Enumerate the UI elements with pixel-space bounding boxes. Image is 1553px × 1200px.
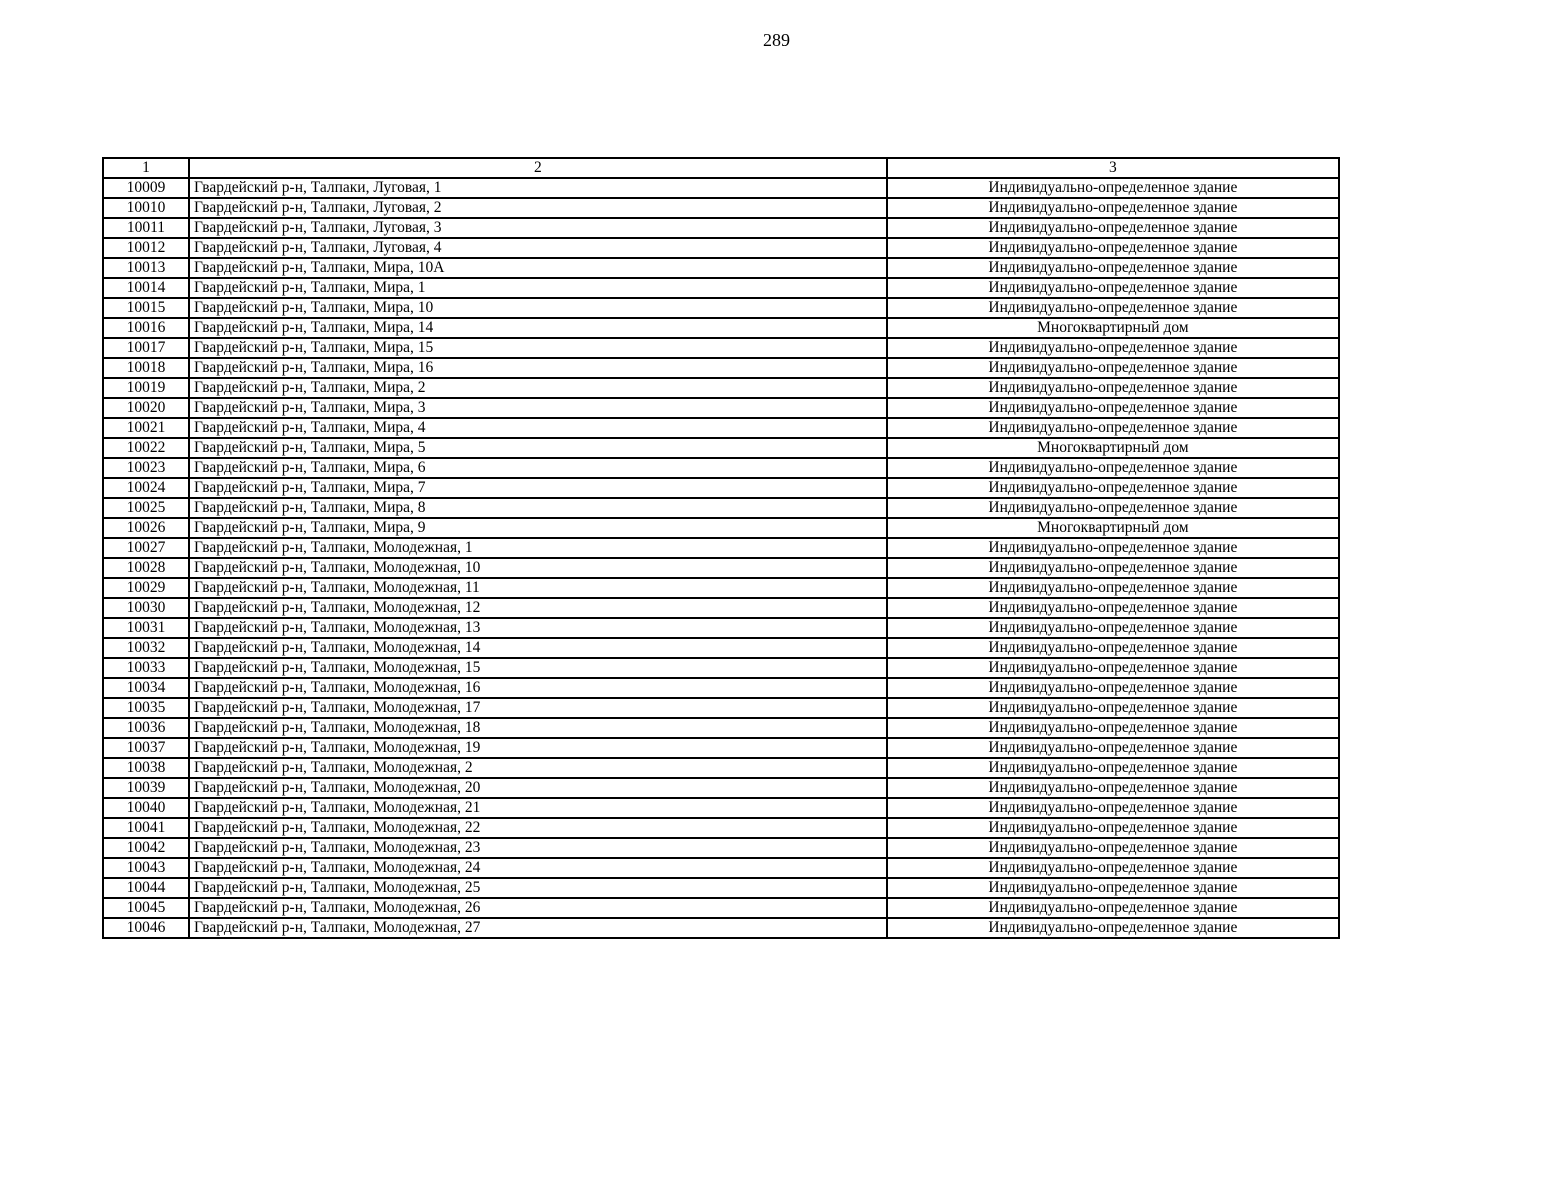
cell-object-type: Индивидуально-определенное здание [887, 338, 1339, 358]
cell-address: Гвардейский р-н, Талпаки, Молодежная, 23 [189, 838, 887, 858]
table-row [103, 698, 1339, 718]
table-row [103, 318, 1339, 338]
cell-address: Гвардейский р-н, Талпаки, Молодежная, 2 [189, 758, 887, 778]
cell-id: 10043 [103, 858, 189, 878]
cell-address: Гвардейский р-н, Талпаки, Мира, 5 [189, 438, 887, 458]
table-row [103, 298, 1339, 318]
cell-object-type: Индивидуально-определенное здание [887, 278, 1339, 298]
cell-address: Гвардейский р-н, Талпаки, Молодежная, 17 [189, 698, 887, 718]
cell-id: 10022 [103, 438, 189, 458]
cell-object-type: Многоквартирный дом [887, 518, 1339, 538]
table-row [103, 578, 1339, 598]
cell-object-type: Индивидуально-определенное здание [887, 298, 1339, 318]
cell-object-type: Индивидуально-определенное здание [887, 718, 1339, 738]
cell-id: 10026 [103, 518, 189, 538]
cell-id: 10014 [103, 278, 189, 298]
cell-object-type: Индивидуально-определенное здание [887, 238, 1339, 258]
table-row [103, 858, 1339, 878]
table-row [103, 398, 1339, 418]
table-row [103, 738, 1339, 758]
cell-object-type: Индивидуально-определенное здание [887, 178, 1339, 198]
table-row [103, 198, 1339, 218]
table-row [103, 758, 1339, 778]
cell-address: Гвардейский р-н, Талпаки, Молодежная, 10 [189, 558, 887, 578]
table-row [103, 558, 1339, 578]
cell-object-type: Индивидуально-определенное здание [887, 578, 1339, 598]
table-row [103, 178, 1339, 198]
cell-address: Гвардейский р-н, Талпаки, Молодежная, 12 [189, 598, 887, 618]
cell-address: Гвардейский р-н, Талпаки, Молодежная, 27 [189, 918, 887, 938]
cell-address: Гвардейский р-н, Талпаки, Молодежная, 25 [189, 878, 887, 898]
table-row [103, 658, 1339, 678]
cell-object-type: Индивидуально-определенное здание [887, 658, 1339, 678]
cell-address: Гвардейский р-н, Талпаки, Молодежная, 18 [189, 718, 887, 738]
table-row [103, 438, 1339, 458]
cell-id: 10019 [103, 378, 189, 398]
cell-id: 10009 [103, 178, 189, 198]
cell-object-type: Индивидуально-определенное здание [887, 838, 1339, 858]
table-row [103, 258, 1339, 278]
page-number: 289 [763, 30, 790, 50]
cell-object-type: Многоквартирный дом [887, 318, 1339, 338]
header-cell-2: 2 [189, 158, 887, 178]
table-row [103, 518, 1339, 538]
cell-id: 10015 [103, 298, 189, 318]
cell-id: 10016 [103, 318, 189, 338]
cell-id: 10039 [103, 778, 189, 798]
cell-id: 10025 [103, 498, 189, 518]
table-row [103, 358, 1339, 378]
cell-id: 10028 [103, 558, 189, 578]
cell-object-type: Индивидуально-определенное здание [887, 878, 1339, 898]
cell-id: 10013 [103, 258, 189, 278]
header-cell-1: 1 [103, 158, 189, 178]
cell-id: 10035 [103, 698, 189, 718]
cell-address: Гвардейский р-н, Талпаки, Молодежная, 24 [189, 858, 887, 878]
cell-id: 10032 [103, 638, 189, 658]
cell-address: Гвардейский р-н, Талпаки, Молодежная, 11 [189, 578, 887, 598]
cell-object-type: Индивидуально-определенное здание [887, 618, 1339, 638]
cell-address: Гвардейский р-н, Талпаки, Молодежная, 19 [189, 738, 887, 758]
cell-object-type: Индивидуально-определенное здание [887, 558, 1339, 578]
table-row [103, 458, 1339, 478]
table-row [103, 718, 1339, 738]
cell-object-type: Индивидуально-определенное здание [887, 398, 1339, 418]
cell-object-type: Индивидуально-определенное здание [887, 778, 1339, 798]
table-row [103, 478, 1339, 498]
cell-object-type: Индивидуально-определенное здание [887, 818, 1339, 838]
cell-object-type: Индивидуально-определенное здание [887, 478, 1339, 498]
cell-address: Гвардейский р-н, Талпаки, Молодежная, 16 [189, 678, 887, 698]
table-row [103, 338, 1339, 358]
cell-object-type: Индивидуально-определенное здание [887, 378, 1339, 398]
table-body [103, 158, 1339, 938]
cell-address: Гвардейский р-н, Талпаки, Луговая, 1 [189, 178, 887, 198]
cell-address: Гвардейский р-н, Талпаки, Мира, 10 [189, 298, 887, 318]
cell-address: Гвардейский р-н, Талпаки, Мира, 15 [189, 338, 887, 358]
cell-address: Гвардейский р-н, Талпаки, Мира, 9 [189, 518, 887, 538]
cell-id: 10044 [103, 878, 189, 898]
cell-id: 10036 [103, 718, 189, 738]
cell-address: Гвардейский р-н, Талпаки, Молодежная, 15 [189, 658, 887, 678]
cell-id: 10023 [103, 458, 189, 478]
table-row [103, 638, 1339, 658]
table-row [103, 778, 1339, 798]
table-row [103, 798, 1339, 818]
cell-id: 10046 [103, 918, 189, 938]
cell-object-type: Индивидуально-определенное здание [887, 458, 1339, 478]
cell-address: Гвардейский р-н, Талпаки, Молодежная, 21 [189, 798, 887, 818]
cell-id: 10020 [103, 398, 189, 418]
cell-address: Гвардейский р-н, Талпаки, Мира, 6 [189, 458, 887, 478]
cell-id: 10045 [103, 898, 189, 918]
table-row [103, 818, 1339, 838]
cell-id: 10031 [103, 618, 189, 638]
cell-id: 10042 [103, 838, 189, 858]
cell-object-type: Индивидуально-определенное здание [887, 918, 1339, 938]
cell-id: 10040 [103, 798, 189, 818]
cell-id: 10012 [103, 238, 189, 258]
cell-object-type: Индивидуально-определенное здание [887, 738, 1339, 758]
cell-id: 10018 [103, 358, 189, 378]
table-row [103, 238, 1339, 258]
cell-object-type: Индивидуально-определенное здание [887, 498, 1339, 518]
cell-address: Гвардейский р-н, Талпаки, Мира, 1 [189, 278, 887, 298]
cell-id: 10033 [103, 658, 189, 678]
cell-object-type: Индивидуально-определенное здание [887, 598, 1339, 618]
cell-id: 10017 [103, 338, 189, 358]
cell-address: Гвардейский р-н, Талпаки, Молодежная, 1 [189, 538, 887, 558]
cell-object-type: Индивидуально-определенное здание [887, 198, 1339, 218]
cell-object-type: Индивидуально-определенное здание [887, 798, 1339, 818]
header-cell-3: 3 [887, 158, 1339, 178]
cell-object-type: Индивидуально-определенное здание [887, 898, 1339, 918]
cell-id: 10029 [103, 578, 189, 598]
table-row [103, 498, 1339, 518]
cell-object-type: Индивидуально-определенное здание [887, 218, 1339, 238]
cell-object-type: Индивидуально-определенное здание [887, 678, 1339, 698]
table-row [103, 378, 1339, 398]
table-row [103, 418, 1339, 438]
table-row [103, 678, 1339, 698]
cell-address: Гвардейский р-н, Талпаки, Мира, 4 [189, 418, 887, 438]
cell-object-type: Индивидуально-определенное здание [887, 858, 1339, 878]
table-header-row [103, 158, 1339, 178]
cell-object-type: Индивидуально-определенное здание [887, 358, 1339, 378]
cell-object-type: Индивидуально-определенное здание [887, 258, 1339, 278]
table-row [103, 218, 1339, 238]
cell-address: Гвардейский р-н, Талпаки, Мира, 3 [189, 398, 887, 418]
cell-object-type: Многоквартирный дом [887, 438, 1339, 458]
table-row [103, 918, 1339, 938]
cell-id: 10027 [103, 538, 189, 558]
cell-id: 10034 [103, 678, 189, 698]
cell-id: 10038 [103, 758, 189, 778]
cell-address: Гвардейский р-н, Талпаки, Мира, 14 [189, 318, 887, 338]
cell-address: Гвардейский р-н, Талпаки, Молодежная, 26 [189, 898, 887, 918]
cell-id: 10037 [103, 738, 189, 758]
cell-address: Гвардейский р-н, Талпаки, Молодежная, 14 [189, 638, 887, 658]
table-row [103, 278, 1339, 298]
table-row [103, 838, 1339, 858]
cell-id: 10041 [103, 818, 189, 838]
cell-address: Гвардейский р-н, Талпаки, Луговая, 2 [189, 198, 887, 218]
cell-address: Гвардейский р-н, Талпаки, Мира, 10А [189, 258, 887, 278]
cell-object-type: Индивидуально-определенное здание [887, 698, 1339, 718]
cell-id: 10021 [103, 418, 189, 438]
cell-object-type: Индивидуально-определенное здание [887, 758, 1339, 778]
cell-address: Гвардейский р-н, Талпаки, Мира, 7 [189, 478, 887, 498]
registry-table [102, 157, 1340, 939]
table-row [103, 898, 1339, 918]
cell-object-type: Индивидуально-определенное здание [887, 418, 1339, 438]
table-row [103, 618, 1339, 638]
cell-address: Гвардейский р-н, Талпаки, Молодежная, 22 [189, 818, 887, 838]
cell-address: Гвардейский р-н, Талпаки, Луговая, 4 [189, 238, 887, 258]
cell-address: Гвардейский р-н, Талпаки, Молодежная, 13 [189, 618, 887, 638]
cell-id: 10011 [103, 218, 189, 238]
cell-object-type: Индивидуально-определенное здание [887, 638, 1339, 658]
cell-address: Гвардейский р-н, Талпаки, Луговая, 3 [189, 218, 887, 238]
cell-id: 10030 [103, 598, 189, 618]
cell-address: Гвардейский р-н, Талпаки, Мира, 8 [189, 498, 887, 518]
table-row [103, 598, 1339, 618]
cell-address: Гвардейский р-н, Талпаки, Молодежная, 20 [189, 778, 887, 798]
cell-object-type: Индивидуально-определенное здание [887, 538, 1339, 558]
cell-address: Гвардейский р-н, Талпаки, Мира, 16 [189, 358, 887, 378]
table-row [103, 538, 1339, 558]
table-row [103, 878, 1339, 898]
cell-id: 10024 [103, 478, 189, 498]
cell-address: Гвардейский р-н, Талпаки, Мира, 2 [189, 378, 887, 398]
cell-id: 10010 [103, 198, 189, 218]
